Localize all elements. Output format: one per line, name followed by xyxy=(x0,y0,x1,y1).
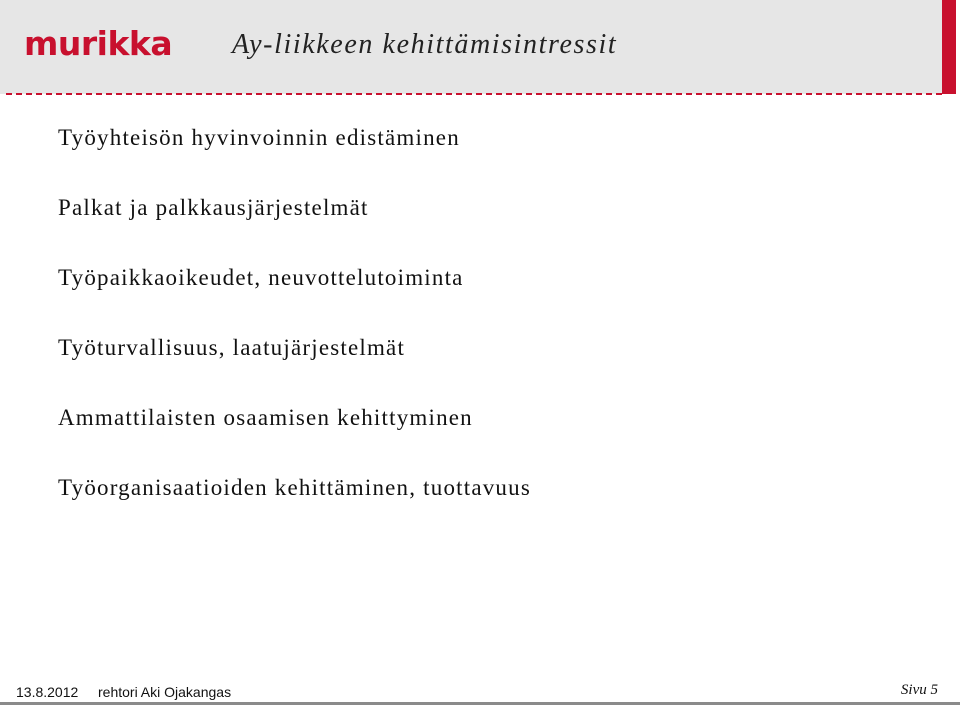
footer-author: rehtori Aki Ojakangas xyxy=(98,684,232,700)
list-item: Palkat ja palkkausjärjestelmät xyxy=(58,195,369,220)
list-item: Työyhteisön hyvinvoinnin edistäminen xyxy=(58,125,460,150)
list-item: Ammattilaisten osaamisen kehittyminen xyxy=(58,405,473,430)
list-item: Työpaikkaoikeudet, neuvottelutoiminta xyxy=(58,265,464,290)
murikka-logo: murikka xyxy=(24,24,173,63)
list-item: Työorganisaatioiden kehittäminen, tuottavuus xyxy=(58,475,531,500)
page-number: Sivu 5 xyxy=(900,682,938,698)
header-divider xyxy=(6,93,942,95)
footer-rule xyxy=(0,702,960,705)
footer-date: 13.8.2012 xyxy=(16,684,79,700)
accent-bar xyxy=(942,0,956,94)
topic-list xyxy=(58,124,531,544)
list-item: Työturvallisuus, laatujärjestelmät xyxy=(58,335,406,360)
slide-title: Ay-liikkeen kehittämisintressit xyxy=(232,29,618,60)
